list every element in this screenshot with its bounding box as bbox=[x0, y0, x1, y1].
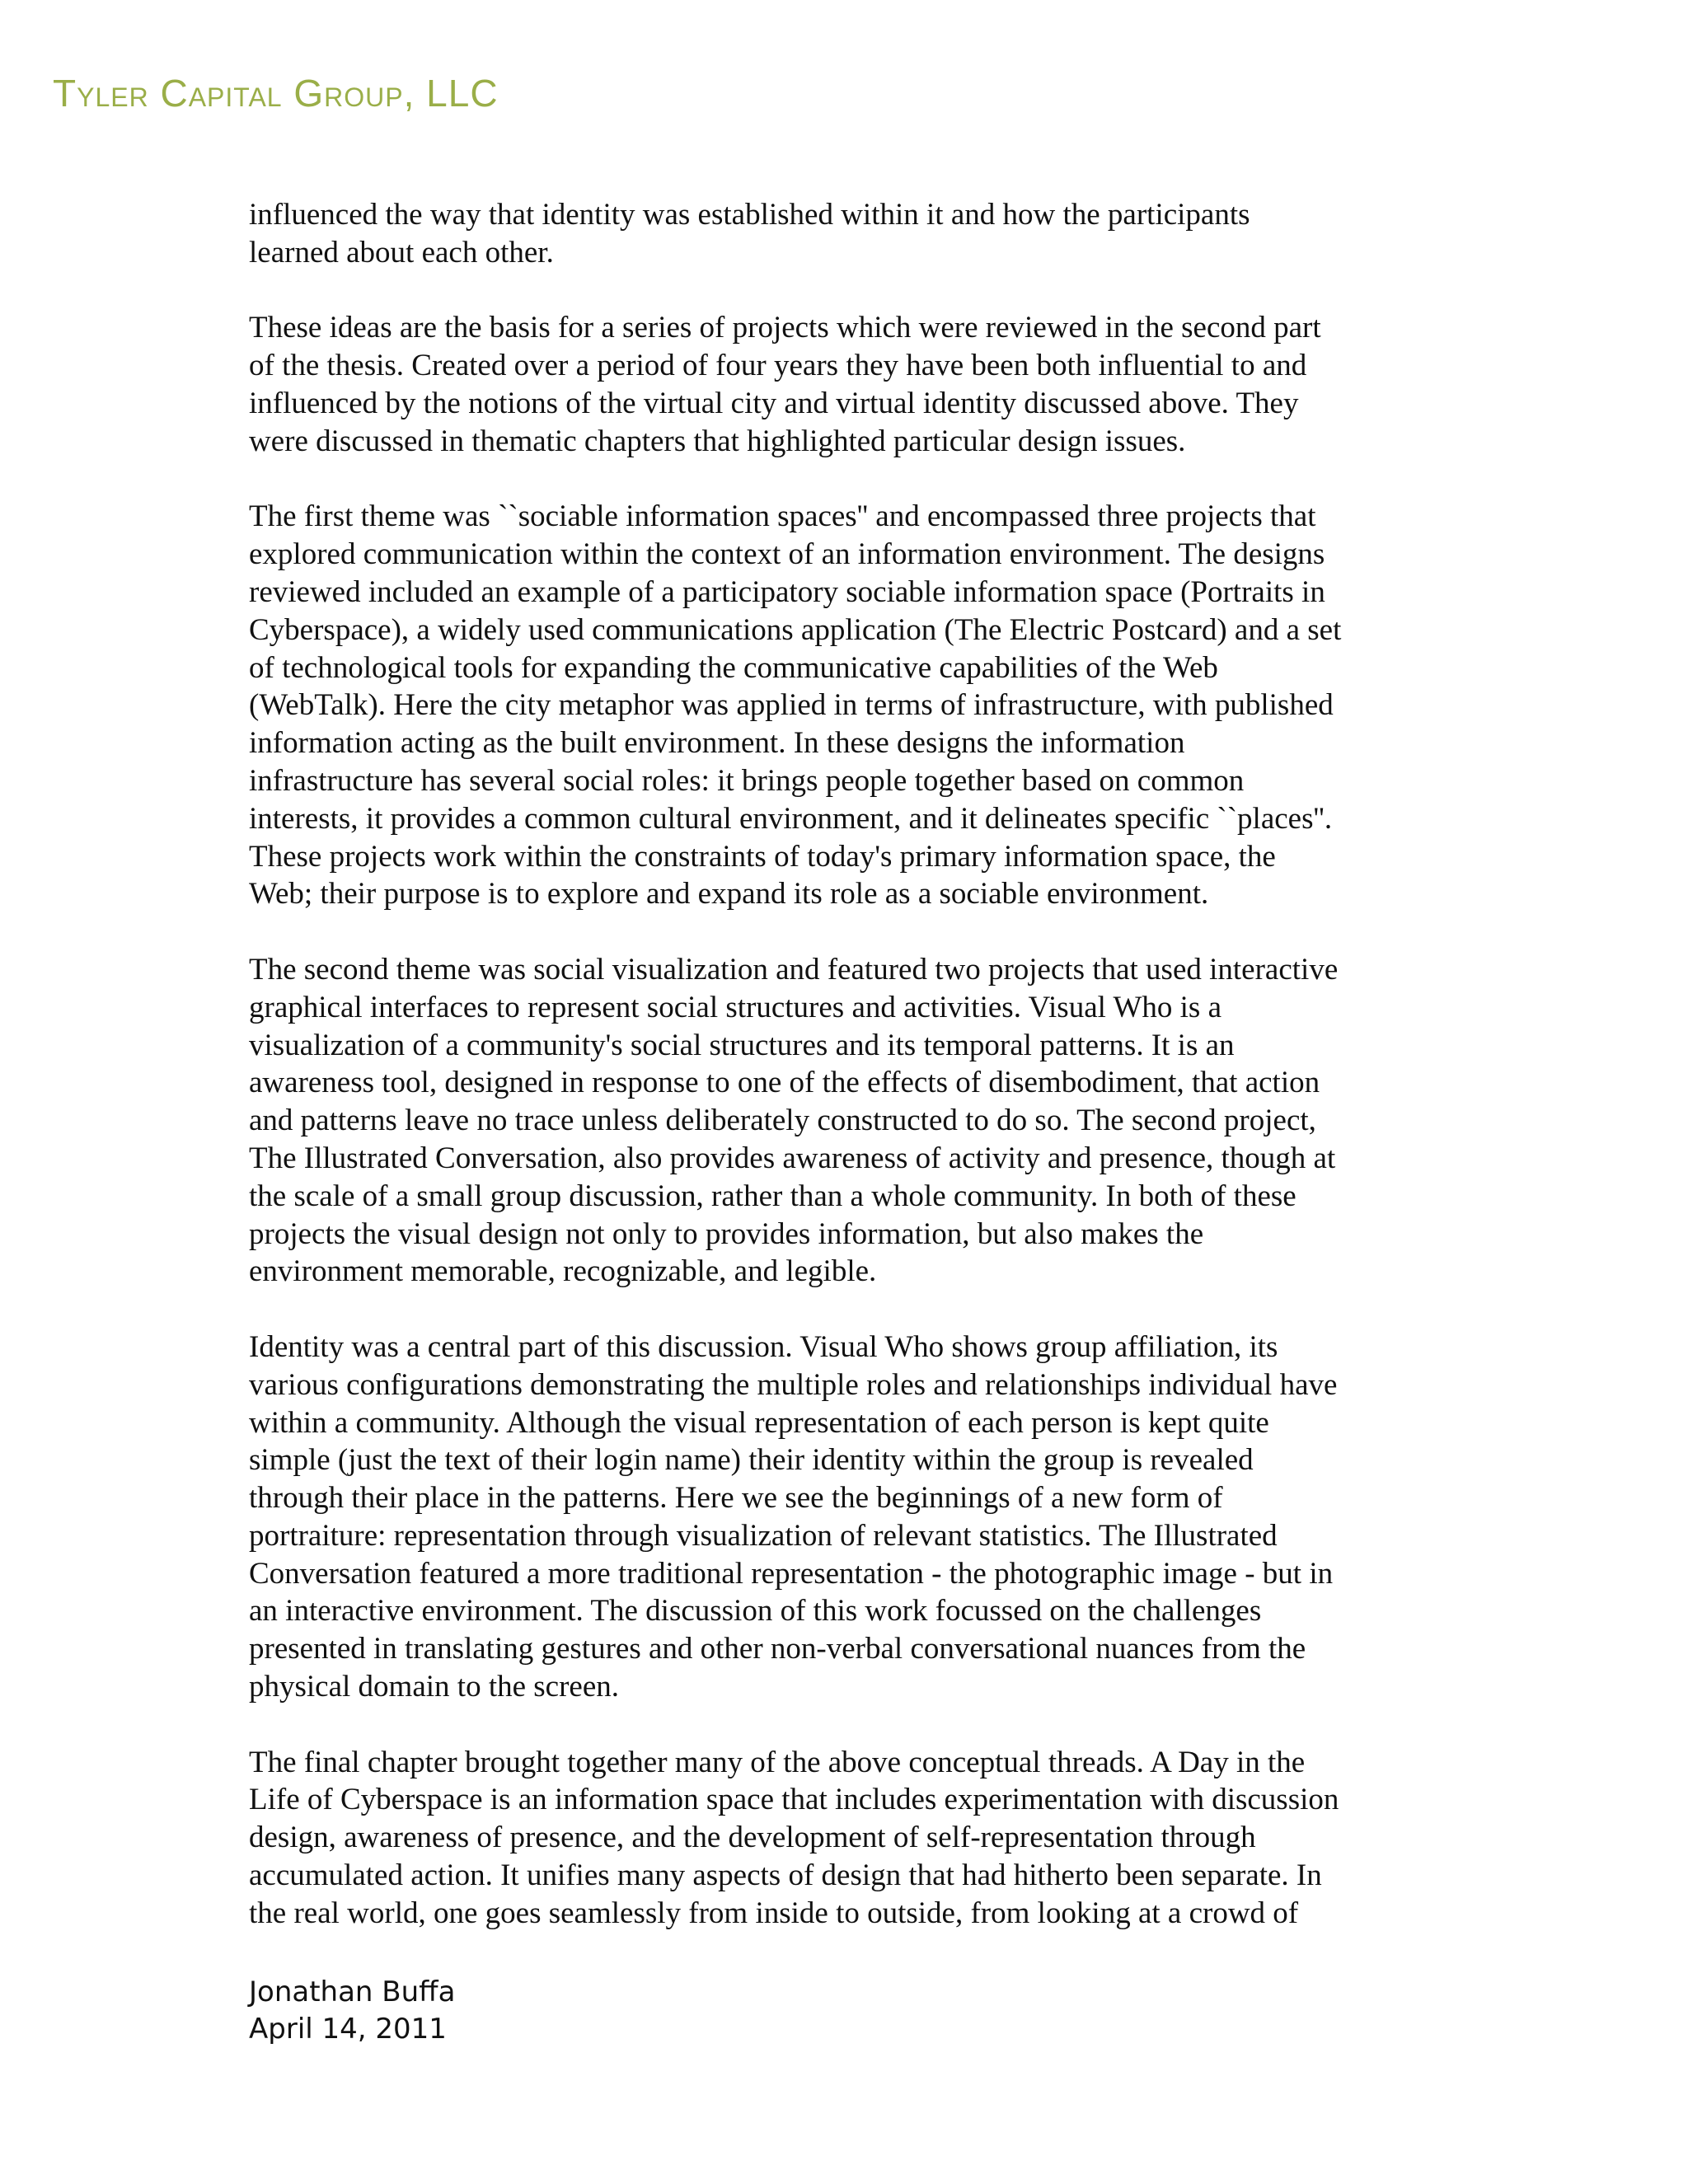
paragraph bbox=[249, 1744, 1452, 1933]
text-line: reviewed included an example of a participatory sociable information space (Portraits in bbox=[249, 574, 1325, 609]
paragraph bbox=[249, 309, 1452, 460]
text-line: (WebTalk). Here the city metaphor was applied in terms of infrastructure, with published bbox=[249, 688, 1334, 723]
text-line: the real world, one goes seamlessly from inside to outside, from looking at a crowd of bbox=[249, 1896, 1299, 1930]
text-line: explored communication within the context of an information environment. The designs bbox=[249, 537, 1325, 572]
text-line: were discussed in thematic chapters that highlighted particular design issues. bbox=[249, 424, 1186, 458]
paragraph bbox=[249, 498, 1452, 913]
author-name: Jonathan Buffa bbox=[249, 1975, 456, 2008]
document-date: April 14, 2011 bbox=[249, 2013, 447, 2046]
text-line: The second theme was social visualization and featured two projects that used interactive bbox=[249, 952, 1339, 987]
text-line: various configurations demonstrating the multiple roles and relationships individual have bbox=[249, 1367, 1338, 1402]
text-line: within a community. Although the visual representation of each person is kept quite bbox=[249, 1405, 1269, 1440]
text-line: and patterns leave no trace unless deliberately constructed to do so. The second project, bbox=[249, 1104, 1316, 1138]
text-line: information acting as the built environment. In these designs the information bbox=[249, 726, 1185, 761]
text-line: through their place in the patterns. Here we see the beginnings of a new form of bbox=[249, 1481, 1223, 1516]
text-line: portraiture: representation through visualization of relevant statistics. The Illustrated bbox=[249, 1518, 1278, 1553]
text-line: presented in translating gestures and other non-verbal conversational nuances from the bbox=[249, 1632, 1306, 1666]
text-line: accumulated action. It unifies many aspects of design that had hitherto been separate. In bbox=[249, 1858, 1322, 1893]
text-line: of the thesis. Created over a period of four years they have been both influential to and bbox=[249, 349, 1307, 383]
signature-block bbox=[249, 1974, 455, 2048]
text-line: an interactive environment. The discussion of this work focussed on the challenges bbox=[249, 1594, 1262, 1629]
text-line: projects the visual design not only to provides information, but also makes the bbox=[249, 1216, 1204, 1251]
document-body bbox=[249, 196, 1452, 1970]
text-line: Web; their purpose is to explore and expand its role as a sociable environment. bbox=[249, 877, 1209, 912]
company-letterhead: Tyler Capital Group, LLC bbox=[53, 72, 499, 115]
paragraph bbox=[249, 1329, 1452, 1706]
text-line: influenced by the notions of the virtual city and virtual identity discussed above. They bbox=[249, 386, 1299, 420]
text-line: simple (just the text of their login name) their identity within the group is revealed bbox=[249, 1443, 1254, 1478]
paragraph bbox=[249, 951, 1452, 1291]
text-line: design, awareness of presence, and the development of self-representation through bbox=[249, 1821, 1256, 1855]
text-line: of technological tools for expanding the communicative capabilities of the Web bbox=[249, 650, 1218, 685]
text-line: Conversation featured a more traditional representation - the photographic image - but in bbox=[249, 1556, 1334, 1591]
text-line: the scale of a small group discussion, rather than a whole community. In both of these bbox=[249, 1179, 1296, 1213]
text-line: learned about each other. bbox=[249, 235, 554, 269]
text-line: influenced the way that identity was established within it and how the participants bbox=[249, 198, 1250, 232]
text-line: The first theme was ``sociable information spaces'' and encompassed three projects that bbox=[249, 499, 1316, 534]
text-line: The Illustrated Conversation, also provides awareness of activity and presence, though at bbox=[249, 1141, 1336, 1175]
paragraph bbox=[249, 196, 1452, 272]
text-line: infrastructure has several social roles: it brings people together based on common bbox=[249, 763, 1245, 798]
text-line: awareness tool, designed in response to one of the effects of disembodiment, that action bbox=[249, 1066, 1320, 1100]
text-line: interests, it provides a common cultural environment, and it delineates specific ``places''. bbox=[249, 801, 1333, 836]
text-line: Identity was a central part of this discussion. Visual Who shows group affiliation, its bbox=[249, 1329, 1278, 1364]
text-line: The final chapter brought together many of the above conceptual threads. A Day in the bbox=[249, 1745, 1306, 1779]
text-line: Cyberspace), a widely used communications application (The Electric Postcard) and a set bbox=[249, 612, 1342, 647]
text-line: These projects work within the constraints of today's primary information space, the bbox=[249, 839, 1276, 874]
text-line: Life of Cyberspace is an information space that includes experimentation with discussion bbox=[249, 1783, 1339, 1817]
text-line: These ideas are the basis for a series of projects which were reviewed in the second part bbox=[249, 311, 1321, 345]
text-line: graphical interfaces to represent social structures and activities. Visual Who is a bbox=[249, 990, 1222, 1024]
text-line: visualization of a community's social structures and its temporal patterns. It is an bbox=[249, 1028, 1235, 1062]
text-line: physical domain to the screen. bbox=[249, 1670, 620, 1704]
text-line: environment memorable, recognizable, and legible. bbox=[249, 1254, 877, 1289]
